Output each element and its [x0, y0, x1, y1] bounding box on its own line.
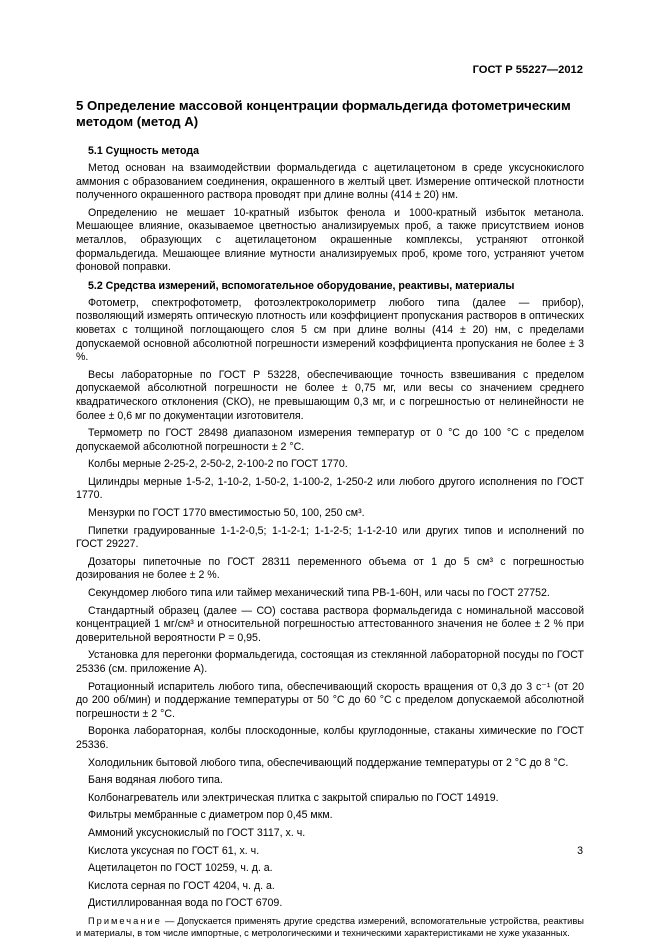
paragraph: Холодильник бытовой любого типа, обеспечивающий поддержание температуры от 2 °С до 8 °С. [88, 756, 569, 769]
subsection-5-1-body [76, 162, 584, 275]
section-title: 5 Определение массовой концентрации формальдегида фотометрическим методом (метод А) [76, 98, 571, 129]
paragraph: Ротационный испаритель любого типа, обеспечивающий скорость вращения от 0,3 до 3 с⁻¹ (от 20 до 200 об/мин) и поддержание температуры от 50 °С до 60 °С с пределом допускаемой абсолютной погрешности ± 2 °С. [76, 680, 584, 720]
paragraph: Мензурки по ГОСТ 1770 вместимостью 50, 100, 250 см³. [88, 507, 365, 520]
subsection-title-5-2: 5.2 Средства измерений, вспомогательное оборудование, реактивы, материалы [88, 279, 515, 292]
paragraph: Секундомер любого типа или таймер механический типа РВ-1-60Н, или часы по ГОСТ 27752. [88, 587, 550, 600]
paragraph: Кислота уксусная по ГОСТ 61, х. ч. [88, 844, 260, 857]
paragraph: Кислота серная по ГОСТ 4204, ч. д. а. [88, 879, 275, 892]
paragraph: Цилиндры мерные 1-5-2, 1-10-2, 1-50-2, 1-100-2, 1-250-2 или любого другого исполнения по ГОСТ 1770. [76, 475, 584, 502]
paragraph: Фильтры мембранные с диаметром пор 0,45 мкм. [88, 809, 333, 822]
paragraph: Воронка лабораторная, колбы плоскодонные, колбы круглодонные, стаканы химические по ГОСТ 25336. [76, 725, 584, 751]
paragraph: Установка для перегонки формальдегида, состоящая из стеклянной лабораторной посуды по ГОСТ 25336 (см. приложение А). [76, 649, 584, 675]
document-body [76, 98, 584, 940]
paragraph: Определению не мешает 10-кратный избыток фенола и 1000-кратный избыток метанола. Мешающее влияние, оказываемое цветностью анализируемых проб, а также присутствием ионов металлов, образующих с ацетилацетоном окрашенные комплексы, устраняют отгонкой формальдегида. Мешающее влияние мутности анализируемых проб, кроме того, устраняют учетом фоновой поправки. [76, 206, 584, 274]
paragraph: Весы лабораторные по ГОСТ Р 53228, обеспечивающие точность взвешивания с пределом допускаемой абсолютной погрешности не более ± 0,75 мг, или весы со значением среднего квадратического отклонения (СКО), не превышающим 0,3 мг, и с погрешностью от нелинейности не более ± 0,6 мг по документации изготовителя. [76, 368, 584, 422]
paragraph: Колбонагреватель или электрическая плитка с закрытой спиралью по ГОСТ 14919. [88, 791, 499, 804]
paragraph: Ацетилацетон по ГОСТ 10259, ч. д. а. [88, 862, 273, 875]
page-number: 3 [577, 845, 583, 857]
note-label: Примечание [88, 915, 162, 926]
paragraph: Метод основан на взаимодействии формальдегида с ацетилацетоном в среде уксуснокислого аммония с образованием соединения, окрашенного в желтый цвет. Измерение оптической плотности полученного окрашенного раствора проводят при длине волны (414 ± 20) нм. [76, 162, 584, 202]
paragraph: Пипетки градуированные 1-1-2-0,5; 1-1-2-1; 1-1-2-5; 1-1-2-10 или других типов и исполнений по ГОСТ 29227. [76, 524, 584, 551]
paragraph: Колбы мерные 2-25-2, 2-50-2, 2-100-2 по ГОСТ 1770. [88, 458, 348, 471]
paragraph: Баня водяная любого типа. [88, 774, 223, 787]
paragraph: Аммоний уксуснокислый по ГОСТ 3117, х. ч. [88, 826, 306, 839]
paragraph: Фотометр, спектрофотометр, фотоэлектроколориметр любого типа (далее — прибор), позволяющий измерять оптическую плотность или коэффициент пропускания растворов в оптических кюветах с толщиной поглощающего слоя 5 см при длине волны (414 ± 20) нм, с пределами допускаемой основной абсолютной погрешности измерений коэффициента пропускания не более ± 3 %. [76, 296, 584, 364]
paragraph: Дистиллированная вода по ГОСТ 6709. [88, 897, 283, 910]
paragraph: Стандартный образец (далее — СО) состава раствора формальдегида с номинальной массовой концентрацией 1 мг/см³ и относительной погрешностью аттестованного значения не более ± 2 % при доверительной вероятности P = 0,95. [76, 604, 584, 644]
paragraph: Дозаторы пипеточные по ГОСТ 28311 переменного объема от 1 до 5 см³ с погрешностью дозирования не более ± 2 %. [76, 555, 584, 582]
subsection-title-5-1: 5.1 Сущность метода [88, 145, 200, 157]
note-text: — Допускается применять другие средства измерений, вспомогательные устройства, реактивы и материалы, в том числе импортные, с метрологическими и техническими характеристиками не хуже указанных. [76, 915, 584, 939]
subsection-5-2-body [76, 297, 584, 911]
document-header: ГОСТ Р 55227—2012 [472, 64, 583, 76]
paragraph: Термометр по ГОСТ 28498 диапазоном измерения температур от 0 °С до 100 °С с пределом допускаемой абсолютной погрешности ± 2 °С. [76, 427, 584, 453]
